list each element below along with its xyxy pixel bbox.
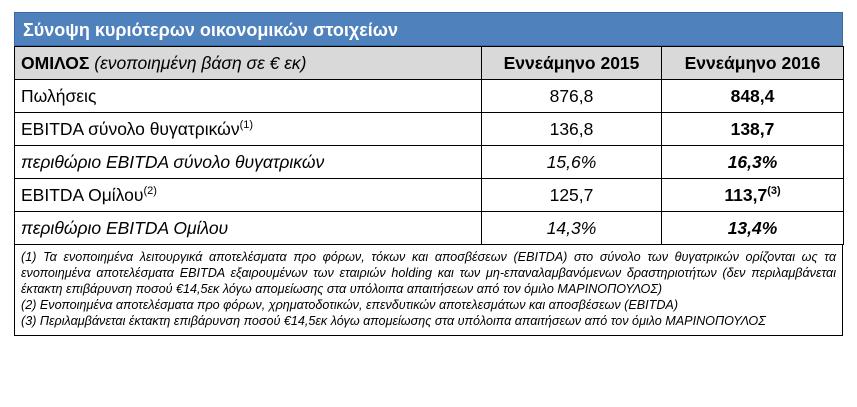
value-2015: 136,8 [482,113,662,146]
footnote-ref: (1) [239,118,254,131]
header-row [15,47,844,80]
table-row [15,212,844,245]
table-row [15,80,844,113]
row-label [15,179,482,212]
footnote-ref: (2) [143,184,157,197]
header-col-2016: Εννεάμηνο 2016 [662,47,844,80]
value-2016-text: 113,7 [724,184,768,205]
data-table [14,46,844,245]
footnote-ref: (3) [767,184,781,197]
value-2016: 13,4% [662,212,844,245]
footnote-2: (2) Ενοποιημένα αποτελέσματα προ φόρων, χρηματοδοτικών, επενδυτικών αποτελεσμάτων και αποσβέσεων (EBITDA) [21,298,679,312]
value-2016 [662,179,844,212]
header-label [15,47,482,80]
value-2015: 14,3% [482,212,662,245]
footnote-1: (1) Τα ενοποιημένα λειτουργικά αποτελέσματα προ φόρων, τόκων και αποσβέσεων (EBITDA) στο σύνολο των θυγατρικών ορίζονται ως τα ενοποιημένα αποτελέσματα EBITDA εξαιρουμένων των εταιριών holding και των μη-επαναλαμβανόμενων δραστηριοτήτων (δεν περιλαμβάνεται έκτακτη επιβάρυνση ποσού €14,5εκ λόγω απομείωσης στα υπόλοιπα απαιτήσεων από τον όμιλο ΜΑΡΙΝΟΠΟΥΛΟΣ) [21,250,836,296]
row-label [15,146,482,179]
row-label-text: EBITDA Ομίλου [21,184,144,205]
header-label-bold: ΟΜΙΛΟΣ [21,52,90,73]
footnote-3: (3) Περιλαμβάνεται έκτακτη επιβάρυνση ποσού €14,5εκ λόγω απομείωσης στα υπόλοιπα απαιτήσεων από τον όμιλο ΜΑΡΙΝΟΠΟΥΛΟΣ [21,314,766,328]
value-2015: 125,7 [482,179,662,212]
financial-summary-table [14,12,843,336]
value-2016: 16,3% [662,146,844,179]
value-2015: 876,8 [482,80,662,113]
table-row [15,146,844,179]
row-label-text: EBITDA σύνολο θυγατρικών [21,118,240,139]
value-2016: 848,4 [662,80,844,113]
row-label-text: Πωλήσεις [21,85,97,106]
table-title: Σύνοψη κυριότερων οικονομικών στοιχείων [14,12,843,46]
value-2015: 15,6% [482,146,662,179]
row-label [15,80,482,113]
header-col-2015: Εννεάμηνο 2015 [482,47,662,80]
row-label-text: περιθώριο EBITDA σύνολο θυγατρικών [21,151,325,172]
table-row [15,179,844,212]
row-label-text: περιθώριο EBITDA Ομίλου [21,217,229,238]
value-2016: 138,7 [662,113,844,146]
row-label [15,113,482,146]
row-label [15,212,482,245]
table-row [15,113,844,146]
footnotes [14,245,843,336]
header-label-unit: (ενοποιημένη βάση σε € εκ) [89,52,307,73]
